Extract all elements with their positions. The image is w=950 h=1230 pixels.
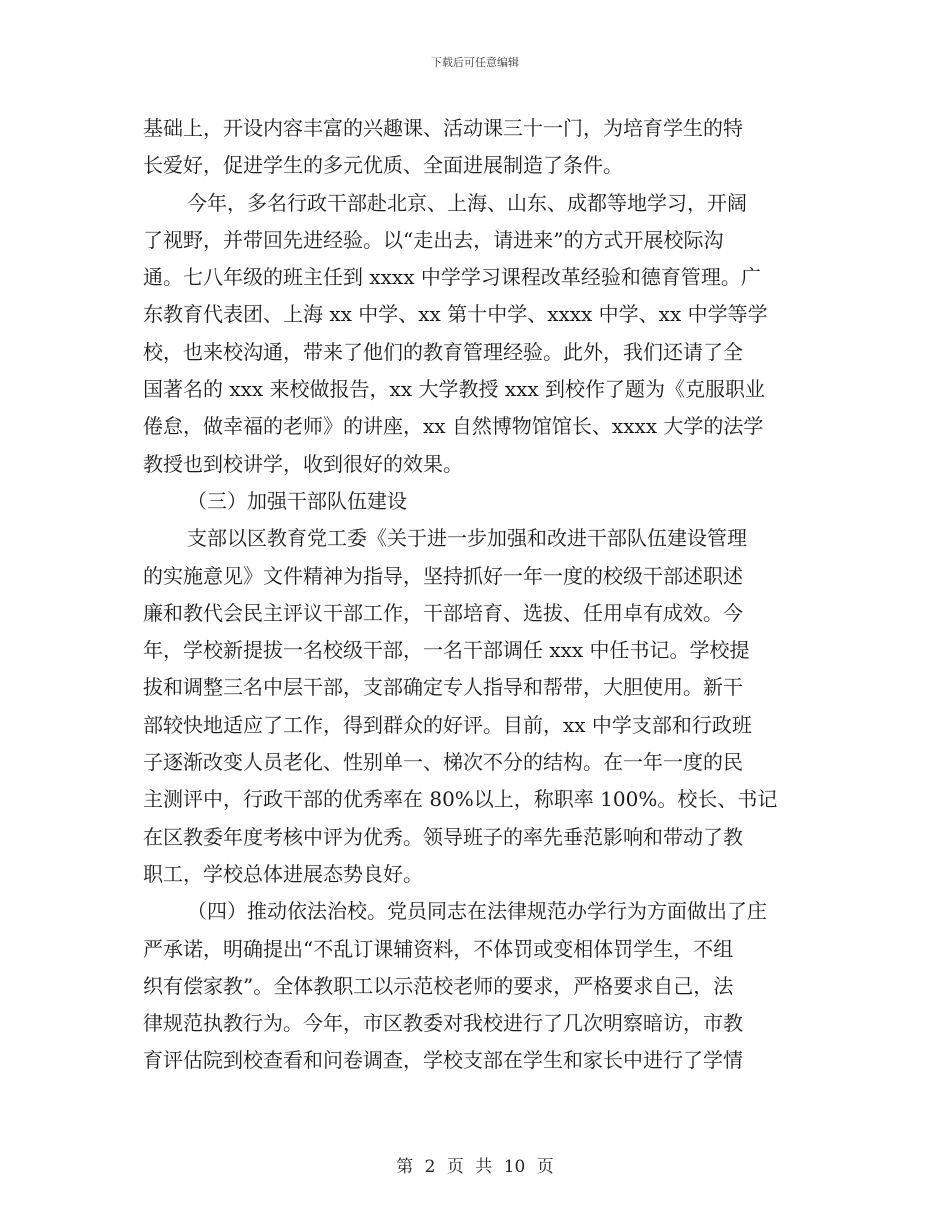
section-heading: （四）推动依法治校。党员同志在法律规范办学行为方面做出了庄 [187, 899, 767, 924]
text-line: 国著名的 xxx 来校做报告，xx 大学教授 xxx 到校作了题为《克服职业 [143, 377, 766, 402]
text-line: 拔和调整三名中层干部，支部确定专人指导和帮带，大胆使用。新干 [143, 675, 743, 700]
text-line: 职工，学校总体进展态势良好。 [143, 861, 423, 886]
section-heading: （三）加强干部队伍建设 [187, 488, 407, 513]
text-line: 子逐渐改变人员老化、性别单一、梯次不分的结构。在一年一度的民 [143, 750, 743, 775]
text-line: 廉和教代会民主评议干部工作，干部培育、选拔、任用卓有成效。今 [143, 600, 743, 625]
text-line: 了视野，并带回先进经验。以“走出去，请进来”的方式开展校际沟 [143, 227, 724, 252]
text-line: 育评估院到校查看和问卷调查，学校支部在学生和家长中进行了学情 [143, 1048, 743, 1073]
text-line: 今年，多名行政干部赴北京、上海、山东、成都等地学习，开阔 [187, 190, 747, 215]
text-line: 基础上，开设内容丰富的兴趣课、活动课三十一门，为培育学生的特 [143, 116, 743, 140]
text-line: 严承诺，明确提出“不乱订课辅资料，不体罚或变相体罚学生，不组 [143, 936, 734, 961]
text-line: 年，学校新提拔一名校级干部，一名干部调任 xxx 中任书记。学校提 [143, 638, 750, 663]
text-line: 主测评中，行政干部的优秀率在 80%以上，称职率 100%。校长、书记 [143, 787, 778, 812]
text-line: 的实施意见》文件精神为指导，坚持抓好一年一度的校级干部述职述 [143, 563, 743, 588]
text-line: 长爱好，促进学生的多元优质、全面进展制造了条件。 [143, 153, 623, 178]
text-line: 部较快地适应了工作，得到群众的好评。目前，xx 中学支部和行政班 [143, 712, 752, 737]
text-line: 通。七八年级的班主任到 xxxx 中学学习课程改革经验和德育管理。广 [143, 265, 761, 290]
text-line: 教授也到校讲学，收到很好的效果。 [143, 451, 463, 476]
text-line: 律规范执教行为。今年，市区教委对我校进行了几次明察暗访，市教 [143, 1011, 743, 1036]
text-line: 东教育代表团、上海 xx 中学、xx 第十中学、xxxx 中学、xx 中学等学 [143, 302, 768, 327]
text-line: 织有偿家教”。全体教职工以示范校老师的要求，严格要求自己，法 [143, 973, 734, 998]
text-line: 支部以区教育党工委《关于进一步加强和改进干部队伍建设管理 [187, 526, 747, 551]
header-note: 下载后可任意编辑 [431, 56, 519, 69]
text-line: 在区教委年度考核中评为优秀。领导班子的率先垂范影响和带动了教 [143, 824, 743, 849]
text-line: 校，也来校沟通，带来了他们的教育管理经验。此外，我们还请了全 [143, 339, 743, 364]
page-number: 第 2 页 共 10 页 [396, 1157, 554, 1177]
body-text [143, 110, 807, 1080]
text-line: 倦怠，做幸福的老师》的讲座，xx 自然博物馆馆长、xxxx 大学的法学 [143, 414, 764, 439]
